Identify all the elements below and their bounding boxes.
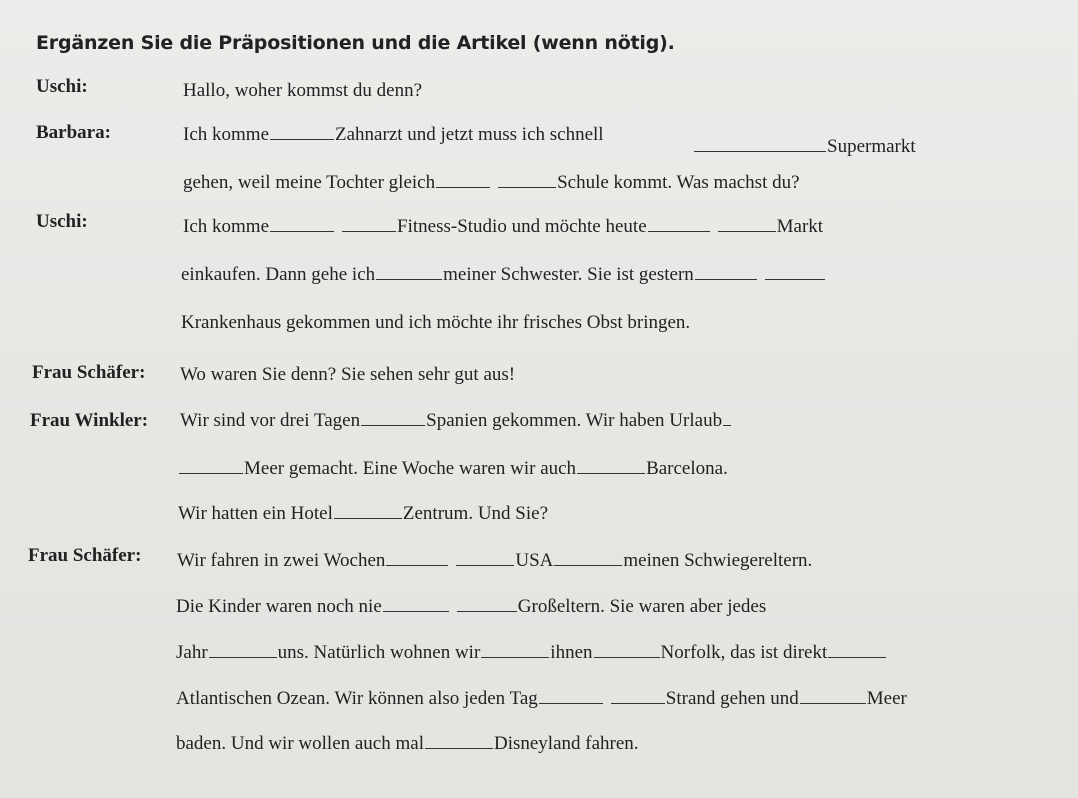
blank[interactable]: [723, 411, 731, 426]
blank[interactable]: [800, 689, 866, 704]
dialogue-line-7: [180, 364, 515, 386]
line-text: einkaufen. Dann gehe ich: [181, 264, 376, 285]
dialogue-line-6: [181, 312, 690, 334]
line-text: Ich komme: [183, 216, 270, 237]
line-text: Die Kinder waren noch nie: [176, 596, 382, 617]
line-text: Schule kommt. Was machst du?: [557, 172, 800, 193]
line-text: Zentrum. Und Sie?: [402, 503, 548, 524]
blank[interactable]: [383, 597, 449, 612]
line-text: Ich komme: [183, 124, 270, 145]
blank[interactable]: [694, 137, 826, 152]
blank[interactable]: [828, 643, 886, 658]
blank[interactable]: [376, 265, 442, 280]
dialogue-line-10: [178, 503, 548, 525]
blank[interactable]: [554, 551, 622, 566]
dialogue-line-9: [178, 458, 728, 480]
blank[interactable]: [334, 504, 402, 519]
blank[interactable]: [179, 459, 243, 474]
line-text: uns. Natürlich wohnen wir: [277, 642, 481, 663]
blank[interactable]: [456, 551, 514, 566]
line-text: meiner Schwester. Sie ist gestern: [443, 264, 694, 285]
dialogue-line-4: [183, 216, 823, 238]
blank[interactable]: [386, 551, 448, 566]
blank[interactable]: [209, 643, 277, 658]
speaker-uschi: Uschi:: [36, 76, 88, 97]
line-text: Strand gehen und: [665, 688, 799, 709]
blank[interactable]: [436, 173, 490, 188]
blank[interactable]: [270, 125, 334, 140]
dialogue-line-2b: [693, 136, 916, 158]
dialogue-line-2: [183, 124, 604, 146]
line-text: Wir fahren in zwei Wochen: [177, 550, 386, 571]
line-text: baden. Und wir wollen auch mal: [176, 733, 424, 754]
blank[interactable]: [611, 689, 665, 704]
exercise-title: Ergänzen Sie die Präpositionen und die Artikel (wenn nötig).: [36, 32, 675, 54]
blank[interactable]: [695, 265, 757, 280]
dialogue-line-11: [177, 550, 812, 572]
dialogue-line-8: [180, 410, 732, 432]
blank[interactable]: [648, 217, 710, 232]
line-text: Zahnarzt und jetzt muss ich schnell: [335, 124, 604, 145]
line-text: Wo waren Sie denn? Sie sehen sehr gut aus!: [180, 364, 516, 385]
line-text: Meer: [866, 688, 907, 709]
blank[interactable]: [457, 597, 517, 612]
blank[interactable]: [718, 217, 776, 232]
line-text: Supermarkt: [827, 136, 916, 157]
speaker-frau-schaefer: Frau Schäfer:: [32, 362, 146, 383]
line-text: Krankenhaus gekommen und ich möchte ihr frisches Obst bringen.: [181, 312, 691, 333]
line-text: USA: [515, 550, 554, 571]
line-text: Spanien gekommen. Wir haben Urlaub: [426, 410, 723, 431]
dialogue-line-14: [176, 688, 907, 710]
line-text: Wir hatten ein Hotel: [178, 503, 333, 524]
dialogue-line-5: [181, 264, 826, 286]
line-text: Disneyland fahren.: [493, 733, 639, 754]
line-text: Atlantischen Ozean. Wir können also jeden Tag: [176, 688, 538, 709]
blank[interactable]: [342, 217, 396, 232]
line-text: Fitness-Studio und möchte heute: [397, 216, 647, 237]
dialogue-line-13: [176, 642, 887, 664]
blank[interactable]: [425, 734, 493, 749]
speaker-frau-schaefer-2: Frau Schäfer:: [28, 545, 142, 566]
speaker-barbara: Barbara:: [36, 122, 111, 143]
line-text: Norfolk, das ist direkt: [660, 642, 828, 663]
blank[interactable]: [594, 643, 660, 658]
line-text: Barcelona.: [646, 458, 728, 479]
blank[interactable]: [361, 411, 425, 426]
line-text: Wir sind vor drei Tagen: [180, 410, 361, 431]
line-text: Hallo, woher kommst du denn?: [183, 80, 423, 101]
line-text: Jahr: [176, 642, 208, 663]
dialogue-line-3: [183, 172, 800, 194]
line-text: ihnen: [550, 642, 593, 663]
dialogue-line-15: [176, 733, 639, 755]
line-text: Meer gemacht. Eine Woche waren wir auch: [244, 458, 577, 479]
line-text: Großeltern. Sie waren aber jedes: [517, 596, 767, 617]
line-text: Markt: [776, 216, 824, 237]
dialogue-line-1: [183, 80, 422, 102]
line-text: meinen Schwiegereltern.: [623, 550, 813, 571]
blank[interactable]: [481, 643, 549, 658]
blank[interactable]: [577, 459, 645, 474]
blank[interactable]: [498, 173, 556, 188]
speaker-uschi-2: Uschi:: [36, 211, 88, 232]
blank[interactable]: [765, 265, 825, 280]
blank[interactable]: [539, 689, 603, 704]
dialogue-line-12: [176, 596, 766, 618]
line-text: gehen, weil meine Tochter gleich: [183, 172, 436, 193]
blank[interactable]: [270, 217, 334, 232]
speaker-frau-winkler: Frau Winkler:: [30, 410, 149, 431]
